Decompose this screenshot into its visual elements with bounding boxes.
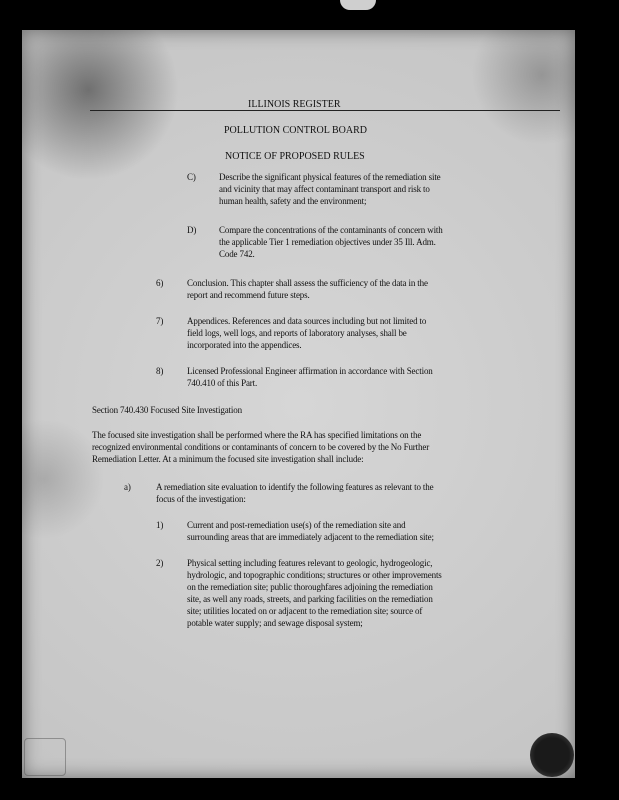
punch-hole xyxy=(530,733,574,777)
item-c-line: human health, safety and the environment; xyxy=(219,196,367,206)
item-6-line: report and recommend future steps. xyxy=(187,290,310,300)
item-a-line: focus of the investigation: xyxy=(156,494,246,504)
item-c-line: Describe the significant physical features of the remediation site xyxy=(219,172,441,182)
item-8-line: 740.410 of this Part. xyxy=(187,378,258,388)
item-a-line: A remediation site evaluation to identify the following features as relevant to the xyxy=(156,482,434,492)
section-intro-line: recognized environmental conditions or contaminants of concern to be covered by the No Further xyxy=(92,442,430,452)
item-c-line: and vicinity that may affect contaminant transport and risk to xyxy=(219,184,430,194)
item-2-line: hydrologic, and topographic conditions; structures or other improvements xyxy=(187,570,442,580)
item-2-line: on the remediation site; public thoroughfares adjoining the remediation xyxy=(187,582,433,592)
item-1-line: surrounding areas that are immediately adjacent to the remediation site; xyxy=(187,532,434,542)
item-2-line: potable water supply; and sewage disposal system; xyxy=(187,618,363,628)
section-intro-line: The focused site investigation shall be performed where the RA has specified limitations on the xyxy=(92,430,422,440)
document-page xyxy=(22,30,575,778)
corner-stamp-mark xyxy=(24,738,66,776)
item-8-line: Licensed Professional Engineer affirmation in accordance with Section xyxy=(187,366,433,376)
item-6-marker: 6) xyxy=(156,278,164,288)
item-d-line: Code 742. xyxy=(219,249,255,259)
item-1-marker: 1) xyxy=(156,520,164,530)
item-d-line: Compare the concentrations of the contaminants of concern with xyxy=(219,225,443,235)
item-c-marker: C) xyxy=(187,172,196,182)
item-7-line: Appendices. References and data sources including but not limited to xyxy=(187,316,427,326)
item-d-line: the applicable Tier 1 remediation objectives under 35 Ill. Adm. xyxy=(219,237,436,247)
item-7-line: incorporated into the appendices. xyxy=(187,340,302,350)
item-7-line: field logs, well logs, and reports of laboratory analyses, shall be xyxy=(187,328,407,338)
register-heading: ILLINOIS REGISTER xyxy=(248,99,341,110)
item-2-marker: 2) xyxy=(156,558,164,568)
header-rule xyxy=(90,110,560,111)
notice-heading: NOTICE OF PROPOSED RULES xyxy=(225,151,365,162)
item-6-line: Conclusion. This chapter shall assess the sufficiency of the data in the xyxy=(187,278,428,288)
board-heading: POLLUTION CONTROL BOARD xyxy=(224,125,367,136)
item-7-marker: 7) xyxy=(156,316,164,326)
section-heading: Section 740.430 Focused Site Investigation xyxy=(92,405,242,415)
item-2-line: site; utilities located on or adjacent to the remediation site; source of xyxy=(187,606,423,616)
item-d-marker: D) xyxy=(187,225,197,235)
item-8-marker: 8) xyxy=(156,366,164,376)
section-intro-line: Remediation Letter. At a minimum the focused site investigation shall include: xyxy=(92,454,364,464)
item-2-line: site, as well any roads, streets, and parking facilities on the remediation xyxy=(187,594,433,604)
item-2-line: Physical setting including features relevant to geologic, hydrogeologic, xyxy=(187,558,433,568)
item-1-line: Current and post-remediation use(s) of the remediation site and xyxy=(187,520,406,530)
top-clip-mark xyxy=(340,0,376,10)
item-a-marker: a) xyxy=(124,482,131,492)
